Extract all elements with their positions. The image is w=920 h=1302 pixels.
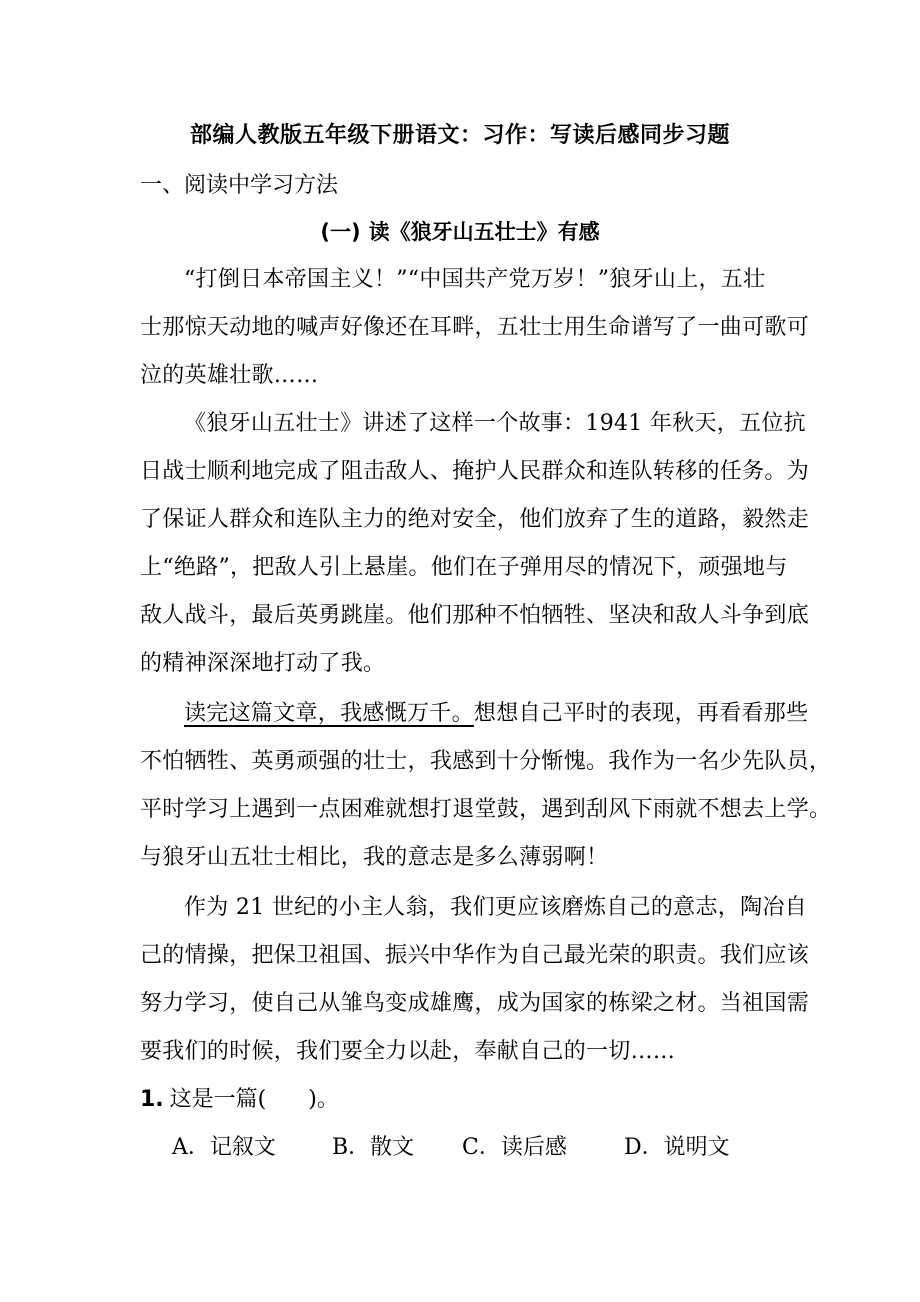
paragraph-4-line-1: 作为 21 世纪的小主人翁，我们更应该磨炼自己的意志，陶冶自 — [184, 895, 807, 920]
paragraph-2-line-3: 了保证人群众和连队主力的绝对安全，他们放弃了生的道路，毅然走 — [140, 507, 810, 532]
question-1-options — [0, 1130, 920, 1166]
question-1-stem-before: 这是一篇( — [169, 1087, 267, 1112]
paragraph-1-line-2: 士那惊天动地的喊声好像还在耳畔，五壮士用生命谱写了一曲可歌可 — [140, 315, 810, 340]
section-heading: 一、阅读中学习方法 — [140, 173, 339, 198]
paragraph-3-line-1 — [184, 696, 809, 732]
paragraph-1-line-3: 泣的英雄壮歌…… — [140, 363, 319, 388]
paragraph-3-line-2: 不怕牺牲、英勇顽强的壮士，我感到十分惭愧。我作为一名少先队员， — [140, 749, 832, 774]
paragraph-4-line-4: 要我们的时候，我们要全力以赴，奉献自己的一切…… — [140, 1039, 676, 1064]
paragraph-3-line-3: 平时学习上遇到一点困难就想打退堂鼓，遇到刮风下雨就不想去上学。 — [140, 797, 832, 822]
underlined-sentence: 读完这篇文章，我感慨万千。 — [184, 701, 474, 726]
paragraph-2-line-6: 的精神深深地打动了我。 — [140, 651, 386, 676]
paragraph-1-line-1: “打倒日本帝国主义！”“中国共产党万岁！”狼牙山上，五壮 — [184, 267, 766, 292]
paragraph-2-line-1: 《狼牙山五壮士》讲述了这样一个故事：1941 年秋天，五位抗 — [184, 411, 806, 436]
passage-heading-label: (一) — [320, 220, 361, 244]
option-a[interactable]: A．记叙文 — [172, 1135, 276, 1160]
passage-heading — [0, 214, 920, 250]
paragraph-3-line-1-rest: 想想自己平时的表现，再看看那些 — [473, 701, 809, 726]
paragraph-4-line-3: 努力学习，使自己从雏鸟变成雄鹰，成为国家的栋梁之材。当祖国需 — [140, 991, 810, 1016]
document-title: 部编人教版五年级下册语文：习作：写读后感同步习题 — [189, 123, 730, 148]
question-1-stem-after: )。 — [308, 1087, 339, 1112]
option-d[interactable]: D．说明文 — [624, 1135, 730, 1160]
paragraph-2-line-4: 上“绝路”，把敌人引上悬崖。他们在子弹用尽的情况下，顽强地与 — [140, 555, 788, 580]
paragraph-3-line-4: 与狼牙山五壮士相比，我的意志是多么薄弱啊！ — [140, 845, 609, 870]
paragraph-2-line-5: 敌人战斗，最后英勇跳崖。他们那种不怕牺牲、坚决和敌人斗争到底 — [140, 603, 810, 628]
option-b[interactable]: B．散文 — [332, 1135, 415, 1160]
paragraph-4-line-2: 己的情操，把保卫祖国、振兴中华作为自己最光荣的职责。我们应该 — [140, 943, 810, 968]
question-1 — [140, 1082, 339, 1118]
option-c[interactable]: C．读后感 — [462, 1135, 567, 1160]
question-1-number: 1. — [140, 1087, 164, 1112]
passage-heading-text: 读《狼牙山五壮士》有感 — [368, 220, 600, 244]
paragraph-2-line-2: 日战士顺利地完成了阻击敌人、掩护人民群众和连队转移的任务。为 — [140, 459, 810, 484]
